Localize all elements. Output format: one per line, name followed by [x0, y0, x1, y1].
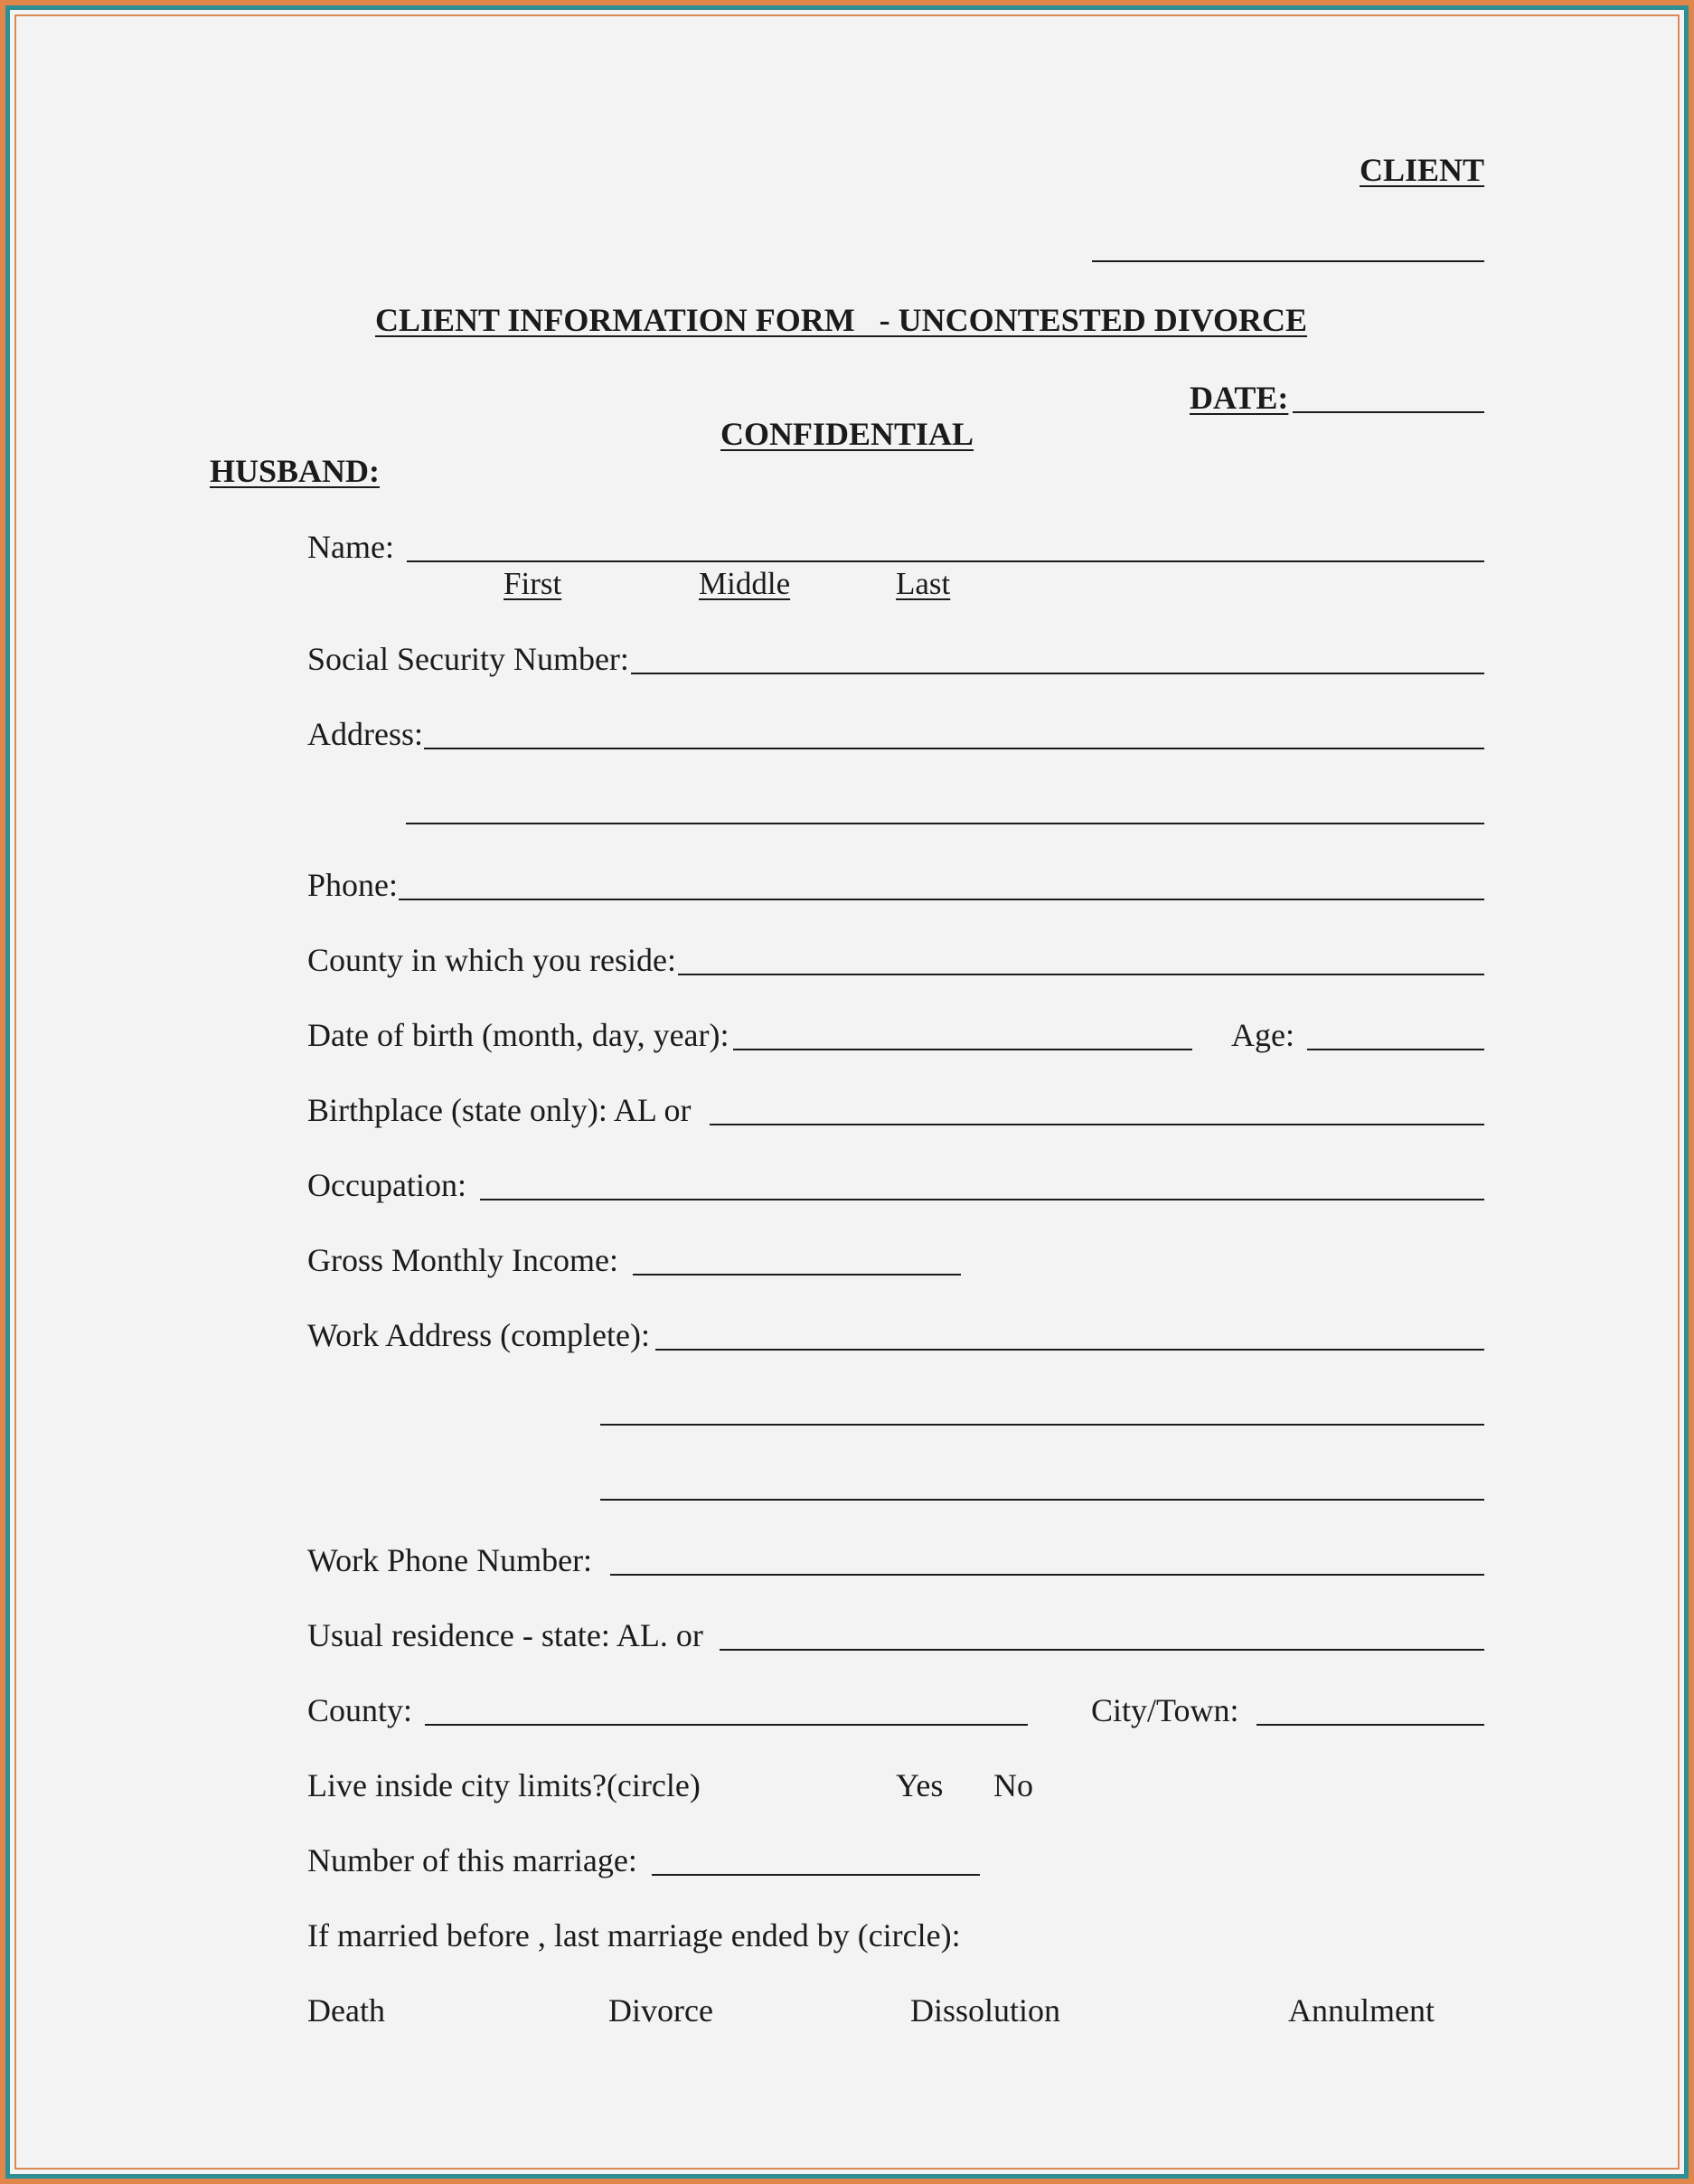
city-limits-label: Live inside city limits?(circle): [307, 1767, 701, 1803]
age-line[interactable]: [1307, 1049, 1484, 1050]
county-line[interactable]: [425, 1724, 1028, 1726]
name-line[interactable]: [407, 560, 1484, 562]
name-first-label: First: [503, 566, 562, 601]
work-address-line-1[interactable]: [655, 1349, 1484, 1351]
age-label: Age:: [1231, 1017, 1294, 1053]
phone-label: Phone:: [307, 867, 399, 903]
address-label: Address:: [307, 716, 423, 752]
income-label: Gross Monthly Income:: [307, 1242, 618, 1278]
ssn-line[interactable]: [631, 673, 1484, 674]
county-reside-label: County in which you reside:: [307, 942, 676, 978]
income-line[interactable]: [633, 1274, 961, 1276]
work-phone-label: Work Phone Number:: [307, 1542, 593, 1578]
date-label: DATE:: [1190, 380, 1289, 416]
city-town-line[interactable]: [1256, 1724, 1484, 1726]
dob-line[interactable]: [733, 1049, 1192, 1050]
city-limits-no[interactable]: No: [993, 1767, 1033, 1803]
address-line-1[interactable]: [424, 748, 1484, 749]
ended-divorce-option[interactable]: Divorce: [608, 1992, 713, 2029]
marriage-number-label: Number of this marriage:: [307, 1842, 637, 1878]
address-line-2[interactable]: [406, 823, 1484, 824]
name-label: Name:: [307, 529, 394, 565]
date-line[interactable]: [1293, 411, 1484, 413]
client-label: CLIENT: [1360, 152, 1485, 188]
ended-dissolution-option[interactable]: Dissolution: [910, 1992, 1061, 2029]
married-before-label: If married before , last marriage ended by (circle):: [307, 1917, 961, 1953]
birthplace-label: Birthplace (state only): AL or: [307, 1092, 692, 1128]
city-limits-yes[interactable]: Yes: [896, 1767, 944, 1803]
occupation-label: Occupation:: [307, 1167, 466, 1203]
usual-residence-label: Usual residence - state: AL. or: [307, 1617, 703, 1653]
ended-death-option[interactable]: Death: [307, 1992, 385, 2029]
county-reside-line[interactable]: [678, 974, 1484, 975]
city-town-label: City/Town:: [1091, 1692, 1239, 1728]
name-last-label: Last: [896, 566, 951, 601]
work-phone-line[interactable]: [610, 1574, 1484, 1576]
usual-residence-line[interactable]: [720, 1649, 1484, 1651]
name-middle-label: Middle: [699, 566, 791, 601]
county-label: County:: [307, 1692, 413, 1728]
husband-heading: HUSBAND:: [210, 453, 381, 489]
dob-label: Date of birth (month, day, year):: [307, 1017, 729, 1053]
work-address-line-3[interactable]: [600, 1499, 1484, 1501]
phone-line[interactable]: [399, 899, 1484, 900]
confidential-label: CONFIDENTIAL: [720, 416, 974, 452]
ended-annulment-option[interactable]: Annulment: [1288, 1992, 1435, 2029]
work-address-label: Work Address (complete):: [307, 1317, 651, 1353]
marriage-number-line[interactable]: [652, 1874, 980, 1876]
birthplace-line[interactable]: [710, 1124, 1484, 1125]
form-title: CLIENT INFORMATION FORM - UNCONTESTED DIVORCE: [375, 302, 1308, 338]
client-line[interactable]: [1092, 260, 1484, 262]
occupation-line[interactable]: [480, 1199, 1484, 1200]
ssn-label: Social Security Number:: [307, 641, 629, 677]
work-address-line-2[interactable]: [600, 1424, 1484, 1426]
